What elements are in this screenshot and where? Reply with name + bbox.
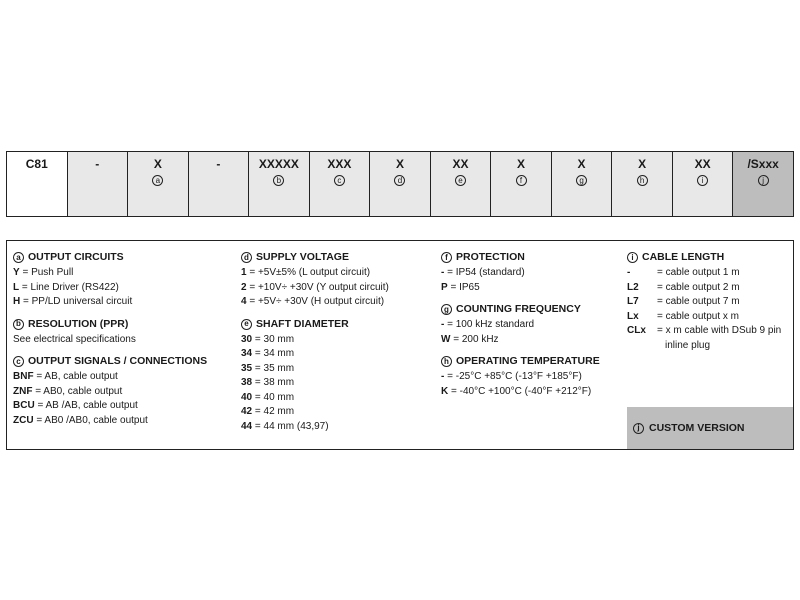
list-item [13, 370, 238, 385]
list-item [241, 391, 441, 406]
section-resolution [13, 317, 238, 348]
list-item [441, 318, 621, 333]
list-item [241, 362, 441, 377]
section-title [627, 250, 791, 265]
list-item [241, 266, 441, 281]
code-cell [552, 152, 613, 216]
section-output-signals [13, 354, 238, 428]
code-value: XX [452, 157, 469, 171]
section-letter: j [633, 423, 644, 434]
item-key: K [441, 385, 449, 397]
list-item [241, 405, 441, 420]
code-value: X [517, 157, 526, 171]
section-title-text: CABLE LENGTH [642, 251, 725, 264]
section-letter: b [13, 319, 24, 330]
list-item [241, 420, 441, 435]
item-text: = 38 mm [252, 377, 295, 388]
section-letter: g [441, 304, 452, 315]
code-circle-letter: a [152, 175, 163, 186]
item-key: - [441, 267, 445, 278]
code-circle-letter: b [273, 175, 284, 186]
item-key: H [13, 296, 21, 307]
code-value: X [395, 157, 404, 171]
code-cell [673, 152, 734, 216]
code-value: C81 [25, 157, 48, 171]
item-key: L [13, 281, 20, 293]
code-cell [491, 152, 552, 216]
list-item [627, 266, 791, 281]
item-text: = IP54 (standard) [444, 267, 525, 278]
item-text: = +10V÷ +30V (Y output circuit) [246, 281, 389, 293]
code-value: XXX [327, 157, 352, 171]
item-key: 4 [241, 296, 247, 307]
section-shaft-diameter [241, 317, 441, 435]
item-key: 34 [241, 348, 253, 359]
code-cell [612, 152, 673, 216]
item-text: = 44 mm (43,97) [252, 420, 329, 432]
item-key: ZNF [13, 385, 33, 397]
list-item [241, 376, 441, 391]
section-title-text: OUTPUT CIRCUITS [28, 251, 124, 264]
code-value: X [638, 157, 647, 171]
item-text: = 34 mm [252, 348, 295, 359]
item-text: = Push Pull [19, 267, 74, 278]
legend-column [241, 250, 441, 441]
code-value: XX [694, 157, 711, 171]
item-key: Lx [627, 310, 639, 322]
ordering-code-strip [6, 151, 794, 217]
section-protection [441, 250, 621, 295]
item-text: = Line Driver (RS422) [19, 281, 119, 293]
list-item [241, 347, 441, 362]
item-text: = AB0, cable output [32, 385, 123, 397]
item-text: = -25°C +85°C (-13°F +185°F) [444, 371, 582, 382]
item-text: = PP/LD universal circuit [20, 296, 133, 307]
code-cell [128, 152, 189, 216]
code-value: - [95, 157, 100, 171]
section-letter: h [441, 356, 452, 367]
custom-version-box [627, 407, 793, 449]
code-circle-letter: f [516, 175, 527, 186]
item-key: - [627, 267, 631, 278]
section-letter: a [13, 252, 24, 263]
item-text: = 100 kHz standard [444, 319, 535, 330]
list-item [13, 266, 238, 281]
item-text: = +5V±5% (L output circuit) [246, 267, 371, 278]
section-title-text: RESOLUTION (PPR) [28, 317, 129, 330]
item-key: 30 [241, 333, 253, 345]
item-key: P [441, 281, 448, 293]
item-key: 35 [241, 362, 253, 374]
code-value: - [216, 157, 221, 171]
item-text: = -40°C +100°C (-40°F +212°F) [448, 385, 592, 397]
item-key: 2 [241, 281, 247, 293]
item-key: L2 [627, 281, 639, 293]
legend-column [441, 250, 621, 406]
section-supply-voltage [241, 250, 441, 310]
legend-panel [6, 240, 794, 450]
item-text: = 40 mm [252, 391, 295, 403]
section-counting-frequency [441, 302, 621, 347]
item-text: = 30 mm [252, 333, 295, 345]
section-title [13, 250, 238, 265]
item-text: = x m cable with DSub 9 pin [657, 325, 782, 336]
list-item [241, 333, 441, 348]
code-value: XXXXX [258, 157, 299, 171]
section-title [241, 250, 441, 265]
section-title-text: SUPPLY VOLTAGE [256, 251, 349, 264]
item-key: 38 [241, 377, 253, 388]
item-key: - [441, 371, 445, 382]
section-output-circuits [13, 250, 238, 310]
list-item [13, 385, 238, 400]
code-value: X [153, 157, 162, 171]
item-key: Y [13, 267, 20, 278]
section-title-text: COUNTING FREQUENCY [456, 303, 581, 316]
item-key: ZCU [13, 414, 34, 426]
section-letter: i [627, 252, 638, 263]
code-circle-letter: c [334, 175, 345, 186]
section-cable-length [627, 250, 791, 353]
list-item: See electrical specifications [13, 333, 136, 345]
item-text: = AB, cable output [33, 371, 118, 382]
section-title [441, 250, 621, 265]
item-text: = cable output 7 m [657, 296, 740, 307]
section-title [441, 302, 621, 317]
code-cell [7, 152, 68, 216]
custom-version-title: CUSTOM VERSION [649, 422, 745, 434]
code-cell-custom [733, 152, 793, 216]
code-cell [431, 152, 492, 216]
item-key: BCU [13, 400, 35, 411]
code-cell [370, 152, 431, 216]
section-letter: e [241, 319, 252, 330]
list-item [627, 295, 791, 310]
item-text: = 42 mm [252, 406, 295, 417]
item-key: 40 [241, 391, 253, 403]
section-letter: f [441, 252, 452, 263]
section-letter: c [13, 356, 24, 367]
list-item [627, 310, 791, 325]
code-value: /Sxxx [747, 157, 779, 171]
code-circle-letter: e [455, 175, 466, 186]
section-title-text: SHAFT DIAMETER [256, 317, 349, 330]
code-value: X [577, 157, 586, 171]
item-key: CLx [627, 325, 646, 336]
item-text: = 200 kHz [450, 333, 499, 345]
code-cell [189, 152, 250, 216]
code-cell [310, 152, 371, 216]
code-cell [68, 152, 129, 216]
code-circle-letter: g [576, 175, 587, 186]
section-title [13, 354, 238, 369]
list-item [13, 281, 238, 296]
list-item [13, 295, 238, 310]
legend-column [13, 250, 238, 435]
item-text: = cable output 2 m [657, 281, 740, 293]
list-item [441, 370, 621, 385]
list-item [13, 399, 238, 414]
item-key: L7 [627, 296, 639, 307]
item-key: 44 [241, 420, 253, 432]
section-operating-temperature [441, 354, 621, 399]
list-item [441, 266, 621, 281]
item-text: = IP65 [447, 281, 480, 293]
item-key: 42 [241, 406, 253, 417]
item-key: 1 [241, 267, 247, 278]
code-cell [249, 152, 310, 216]
legend-column [627, 250, 791, 360]
section-title [13, 317, 238, 332]
item-text: = cable output x m [657, 310, 739, 322]
code-circle-letter: d [394, 175, 405, 186]
list-item [627, 281, 791, 296]
section-letter: d [241, 252, 252, 263]
item-continuation: inline plug [665, 339, 711, 351]
code-circle-letter: i [697, 175, 708, 186]
section-title [241, 317, 441, 332]
list-item [441, 333, 621, 348]
code-circle-letter: j [758, 175, 769, 186]
section-title-text: PROTECTION [456, 251, 525, 264]
list-item [627, 324, 791, 339]
item-key: - [441, 319, 445, 330]
list-item [13, 414, 238, 429]
item-text: = AB /AB, cable output [34, 400, 138, 411]
list-item [241, 295, 441, 310]
item-text: = 35 mm [252, 362, 295, 374]
item-key: W [441, 333, 451, 345]
item-text: = +5V÷ +30V (H output circuit) [246, 296, 385, 307]
item-text: = cable output 1 m [657, 267, 740, 278]
section-title-text: OPERATING TEMPERATURE [456, 355, 600, 368]
list-item [241, 281, 441, 296]
item-key: BNF [13, 371, 34, 382]
section-title [441, 354, 621, 369]
section-title-text: OUTPUT SIGNALS / CONNECTIONS [28, 355, 208, 368]
code-circle-letter: h [637, 175, 648, 186]
list-item [441, 281, 621, 296]
item-text: = AB0 /AB0, cable output [33, 414, 148, 426]
list-item [441, 385, 621, 400]
